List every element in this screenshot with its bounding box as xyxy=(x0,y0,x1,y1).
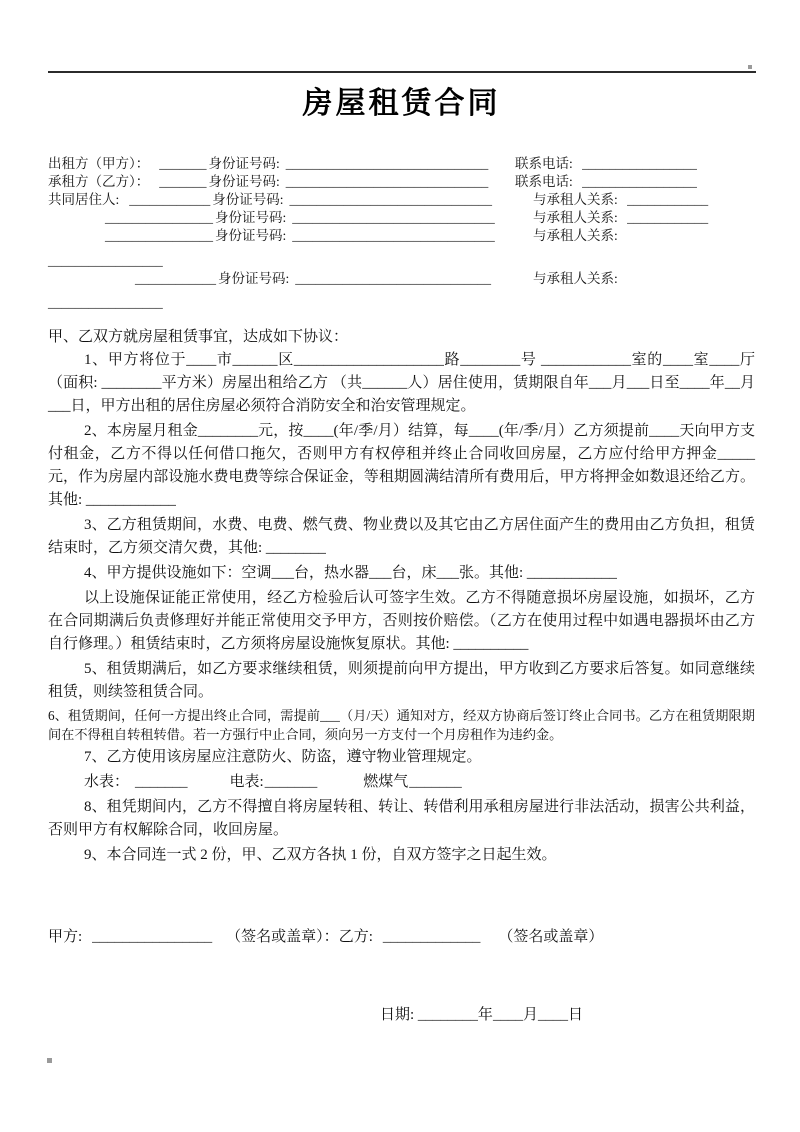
phone-label: 联系电话: xyxy=(515,156,573,171)
party-row-cohabitant-2 xyxy=(48,209,755,227)
clause-6: 6、租赁期间，任何一方提出终止合同，需提前___（月/天）通知对方，经双方协商后签订终止合同书。乙方在租赁期限期间在不得租自转租转借。若一方强行中止合同，须向另一方支付一个月房租作为违约金。 xyxy=(48,708,755,742)
date-day-blank: ____ xyxy=(537,1007,568,1023)
id-number-label: 身份证号码: xyxy=(215,228,287,243)
cohabitant-name-blank: ____________ xyxy=(129,192,211,207)
party-a-seal-note: （签名或盖章）： xyxy=(226,929,339,945)
relation-group xyxy=(533,270,755,288)
extra-blank-line xyxy=(48,294,755,312)
relation-label: 与承租人关系: xyxy=(533,210,618,225)
electric-meter-group xyxy=(230,774,318,790)
meter-readings-line xyxy=(48,771,755,794)
relation-blank: ____________ xyxy=(627,210,709,225)
gas-meter-blank: _______ xyxy=(409,774,462,790)
month-label: 月 xyxy=(522,1007,538,1023)
extra-blank-line xyxy=(48,252,755,270)
id-number-blank: ______________________________ xyxy=(289,192,493,207)
party-row-cohabitant-4 xyxy=(48,270,755,288)
header-rule xyxy=(48,71,756,73)
water-meter-group xyxy=(84,774,188,790)
cohabitant-label: 共同居住人: xyxy=(48,192,120,207)
clause-2: 2、本房屋月租金________元，按____(年/季/月）结算，每____(年/季/月）乙方须提前____天向甲方支付租金，乙方不得以任何借口拖欠，否则甲方有权停租并终止合同收回房屋，乙方应付给甲方押金_____元，作为房屋内部设施水费电费等综合保证金，等租期圆满结清所有费用后，甲方将押金如数退还给乙方。其他: ____________ xyxy=(48,423,755,508)
relation-group xyxy=(533,191,755,209)
electric-meter-label: 电表: xyxy=(229,774,264,790)
name-blank: _________________ xyxy=(48,253,163,268)
id-number-label: 身份证号码: xyxy=(215,210,287,225)
gas-meter-label: 燃煤气 xyxy=(363,774,409,790)
relation-group xyxy=(533,209,755,227)
relation-label: 与承租人关系: xyxy=(533,192,618,207)
id-number-label: 身份证号码: xyxy=(218,271,290,286)
party-a-signature-blank: ________________ xyxy=(92,929,213,945)
clause-9: 9、本合同连一式 2 份，甲、乙双方各执 1 份，自双方签字之日起生效。 xyxy=(84,847,557,863)
clause-7: 7、乙方使用该房屋应注意防火、防盗，遵守物业管理规定。 xyxy=(84,749,482,765)
contact-group xyxy=(515,155,755,173)
party-b-seal-note: （签名或盖章） xyxy=(498,929,604,945)
phone-blank: _________________ xyxy=(582,156,697,171)
party-row-lessee xyxy=(48,173,755,191)
date-month-blank: ____ xyxy=(492,1007,523,1023)
contact-group xyxy=(515,173,755,191)
agreement-intro: 甲、乙双方就房屋租赁事宜，达成如下协议： xyxy=(48,329,349,345)
id-number-blank: ______________________________ xyxy=(292,228,495,243)
relation-label: 与承租人关系: xyxy=(533,228,618,243)
date-year-blank: ________ xyxy=(417,1007,478,1023)
party-row-lessor xyxy=(48,155,755,173)
id-number-blank: ______________________________ xyxy=(285,174,489,189)
party-row-cohabitant-3 xyxy=(48,227,755,245)
clause-3: 3、乙方租赁期间，水费、电费、燃气费、物业费以及其它由乙方居住面产生的费用由乙方负担，租赁结束时，乙方须交清欠费，其他: ________ xyxy=(48,517,755,556)
id-number-label: 身份证号码: xyxy=(212,192,284,207)
clause-facilities-note: 以上设施保证能正常使用，经乙方检验后认可签字生效。乙方不得随意损坏房屋设施，如损坏，乙方在合同期满后负责修理好并能正常使用交予甲方，否则按价赔偿。（乙方在使用过程中如遇电器损坏由乙方自行修理。）租赁结束时，乙方须将房屋设施恢复原状。其他: __________ xyxy=(48,590,755,652)
date-row xyxy=(380,1003,755,1027)
day-label: 日 xyxy=(567,1007,583,1023)
id-number-label: 身份证号码: xyxy=(208,174,280,189)
cohabitant-name-blank: ________________ xyxy=(105,210,213,225)
clause-4: 4、甲方提供设施如下：空调___台，热水器___台，床___张。其他: ____________ xyxy=(84,565,617,581)
water-meter-blank: _______ xyxy=(135,774,188,790)
relation-label: 与承租人关系: xyxy=(533,271,618,286)
clause-8: 8、租凭期间内，乙方不得擅自将房屋转租、转让、转借利用承租房屋进行非法活动，损害公共利益，否则甲方有权解除合同，收回房屋。 xyxy=(48,799,755,838)
name-blank: _________________ xyxy=(48,295,163,310)
id-number-blank: _____________________________ xyxy=(295,271,492,286)
scan-speck-top-right xyxy=(748,65,752,69)
phone-label: 联系电话: xyxy=(515,174,573,189)
lessor-name-blank: _______ xyxy=(159,156,207,171)
id-number-label: 身份证号码: xyxy=(208,156,280,171)
lessee-name-blank: _______ xyxy=(159,174,207,189)
year-label: 年 xyxy=(477,1007,493,1023)
signature-row xyxy=(48,925,755,949)
lessor-label: 出租方（甲方）： xyxy=(48,156,150,171)
id-number-blank: ______________________________ xyxy=(292,210,495,225)
document-title: 房屋租赁合同 xyxy=(302,87,501,120)
clause-1: 1、甲方将位于____市______区____________________路________号 ____________室的____室____厅（面积: ________平方米）房屋出租给乙方 （共______人）居住使用，赁期限自年___月___日至____年__月___日，甲方出租的居住房屋必须符合消防安全和治安管理规定。 xyxy=(48,352,755,414)
gas-meter-group xyxy=(363,774,462,790)
relation-blank: ____________ xyxy=(627,192,709,207)
clause-5: 5、租赁期满后，如乙方要求继续租赁，则须提前向甲方提出，甲方收到乙方要求后答复。如同意继续租赁，则续签租赁合同。 xyxy=(48,661,755,700)
scan-speck-bottom-left xyxy=(47,1058,52,1063)
date-label: 日期: xyxy=(380,1007,415,1023)
parties-info-block xyxy=(48,155,755,312)
party-row-cohabitant-1 xyxy=(48,191,755,209)
water-meter-label: 水表： xyxy=(84,774,130,790)
party-b-label: 乙方: xyxy=(338,929,373,945)
id-number-blank: ______________________________ xyxy=(285,156,489,171)
party-b-signature-blank: _____________ xyxy=(382,929,481,945)
electric-meter-blank: _______ xyxy=(264,774,318,790)
lessee-label: 承租方（乙方）： xyxy=(48,174,150,189)
relation-group xyxy=(533,227,755,245)
cohabitant-name-blank: ________________ xyxy=(105,228,213,243)
phone-blank: _________________ xyxy=(582,174,697,189)
party-a-label: 甲方: xyxy=(48,929,83,945)
cohabitant-name-blank: ____________ xyxy=(135,271,216,286)
